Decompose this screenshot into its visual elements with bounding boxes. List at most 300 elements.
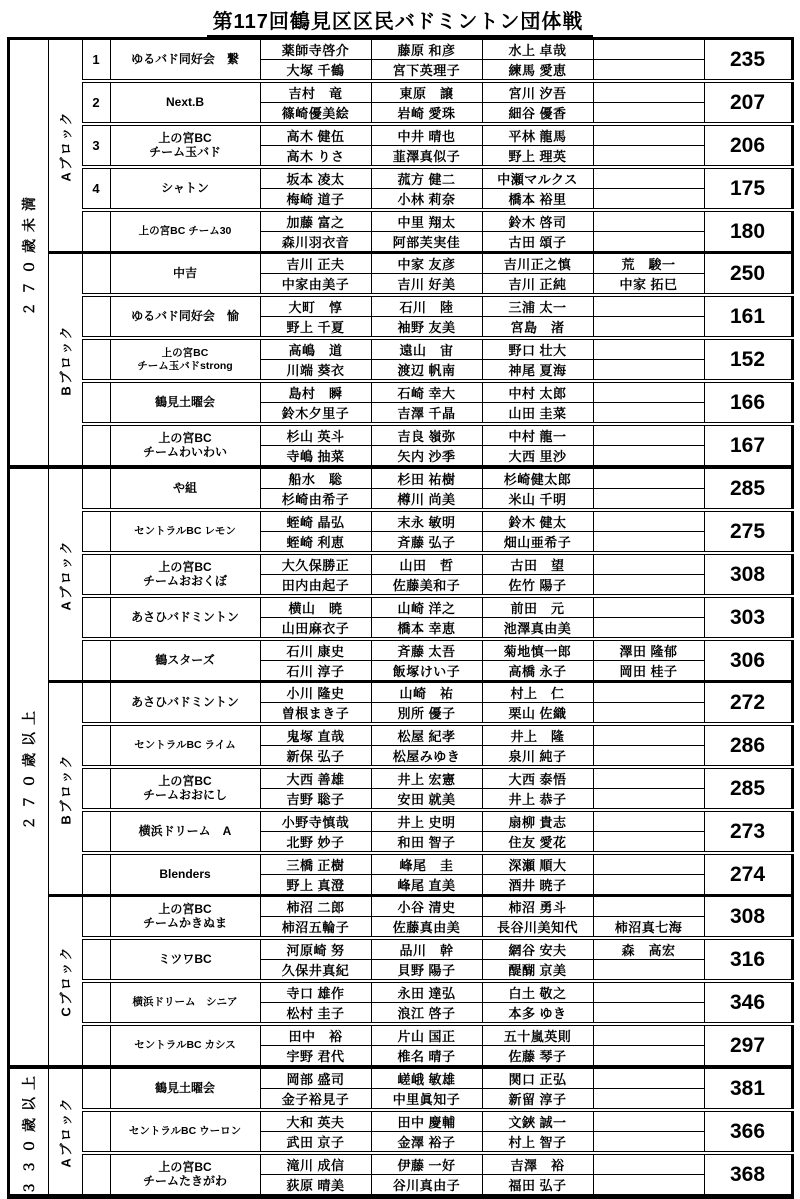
- player-name: 大町 惇: [260, 295, 371, 317]
- player-name: [593, 489, 704, 511]
- player-name: 大西 善雄: [260, 767, 371, 789]
- player-name: 梅崎 道子: [260, 189, 371, 211]
- team-name: 鶴スターズ: [110, 639, 260, 682]
- player-name: 椎名 晴子: [371, 1046, 482, 1068]
- player-name: 大和 英夫: [260, 1110, 371, 1132]
- block-label: [48, 253, 82, 468]
- player-name: 森川羽衣音: [260, 232, 371, 253]
- team-row: [8, 253, 792, 274]
- player-name: 水上 卓哉: [482, 39, 593, 60]
- player-name: 村上 仁: [482, 682, 593, 703]
- team-row: [8, 639, 792, 661]
- player-name: 北野 妙子: [260, 832, 371, 854]
- player-name: 井上 恭子: [482, 789, 593, 811]
- team-score: 272: [704, 682, 792, 725]
- player-name: [593, 767, 704, 789]
- player-name: 新保 弘子: [260, 746, 371, 768]
- player-name: 金子裕見子: [260, 1089, 371, 1111]
- player-name: 三浦 太一: [482, 295, 593, 317]
- player-name: 神尾 夏海: [482, 360, 593, 382]
- player-name: 石川 淳子: [260, 661, 371, 682]
- player-name: 畑山亜希子: [482, 532, 593, 554]
- player-name: 吉野 聡子: [260, 789, 371, 811]
- player-name: [593, 295, 704, 317]
- player-name: 寺口 雄作: [260, 981, 371, 1003]
- player-name: 柿沼五輪子: [260, 917, 371, 939]
- team-number: [82, 553, 110, 596]
- player-name: 船水 聡: [260, 467, 371, 489]
- team-score: 152: [704, 338, 792, 381]
- player-name: [593, 189, 704, 211]
- team-row: [8, 596, 792, 618]
- player-name: 網谷 安夫: [482, 938, 593, 960]
- team-name: 横浜ドリーム シニア: [110, 981, 260, 1024]
- player-name: 和田 智子: [371, 832, 482, 854]
- player-name: 山崎 祐: [371, 682, 482, 703]
- player-name: [593, 403, 704, 425]
- team-number: 4: [82, 167, 110, 210]
- team-score: 297: [704, 1024, 792, 1067]
- player-name: 中里 翔太: [371, 210, 482, 232]
- player-name: 井上 宏憲: [371, 767, 482, 789]
- player-name: 横山 暁: [260, 596, 371, 618]
- player-name: 山田 哲: [371, 553, 482, 575]
- player-name: 杉田 祐樹: [371, 467, 482, 489]
- player-name: [593, 532, 704, 554]
- player-name: [593, 510, 704, 532]
- team-row: [8, 896, 792, 917]
- player-name: 宮下英理子: [371, 60, 482, 82]
- player-name: 片山 国正: [371, 1024, 482, 1046]
- team-row: [8, 767, 792, 789]
- player-name: 島村 瞬: [260, 381, 371, 403]
- player-name: 新留 淳子: [482, 1089, 593, 1111]
- player-name: 山崎 洋之: [371, 596, 482, 618]
- player-name: 斉藤 弘子: [371, 532, 482, 554]
- block-label: [48, 896, 82, 1068]
- team-number: [82, 896, 110, 939]
- team-score: 167: [704, 424, 792, 467]
- player-name: 佐藤真由美: [371, 917, 482, 939]
- team-number: [82, 853, 110, 896]
- tournament-table-body: [8, 39, 792, 1197]
- player-name: 練馬 愛恵: [482, 60, 593, 82]
- player-name: 坂本 凌太: [260, 167, 371, 189]
- block-label: [48, 39, 82, 253]
- player-name: 大塚 千鶴: [260, 60, 371, 82]
- team-row: [8, 210, 792, 232]
- player-name: 吉澤 裕: [482, 1153, 593, 1175]
- team-row: [8, 682, 792, 703]
- team-number: [82, 381, 110, 424]
- team-name: シャトン: [110, 167, 260, 210]
- player-name: 久保井真紀: [260, 960, 371, 982]
- player-name: 扇柳 貴志: [482, 810, 593, 832]
- player-name: [593, 1110, 704, 1132]
- player-name: 佐藤美和子: [371, 575, 482, 597]
- player-name: 中井 晴也: [371, 124, 482, 146]
- player-name: [593, 789, 704, 811]
- player-name: 袖野 友美: [371, 317, 482, 339]
- player-name: [593, 424, 704, 446]
- player-name: 栗山 佐織: [482, 703, 593, 725]
- player-name: [593, 210, 704, 232]
- team-row: [8, 295, 792, 317]
- player-name: 高嶋 道: [260, 338, 371, 360]
- team-row: [8, 81, 792, 103]
- age-group-label: [8, 39, 48, 468]
- team-number: [82, 295, 110, 338]
- team-score: 366: [704, 1110, 792, 1153]
- player-name: 別所 優子: [371, 703, 482, 725]
- player-name: [593, 1046, 704, 1068]
- team-score: 303: [704, 596, 792, 639]
- player-name: [593, 810, 704, 832]
- team-score: 273: [704, 810, 792, 853]
- team-score: 175: [704, 167, 792, 210]
- age-group-label: [8, 467, 48, 1067]
- team-row: [8, 424, 792, 446]
- player-name: 村上 智子: [482, 1132, 593, 1154]
- player-name: 伊藤 一好: [371, 1153, 482, 1175]
- team-number: [82, 682, 110, 725]
- team-row: [8, 39, 792, 60]
- team-name: セントラルBC ウーロン: [110, 1110, 260, 1153]
- team-number: [82, 1153, 110, 1197]
- player-name: 宮川 汐吾: [482, 81, 593, 103]
- team-score: 206: [704, 124, 792, 167]
- team-name: 上の宮BC チーム玉バド: [110, 124, 260, 167]
- tournament-table: [7, 37, 794, 1199]
- team-score: 250: [704, 253, 792, 296]
- age-group-label: [8, 1067, 48, 1197]
- team-number: [82, 253, 110, 296]
- player-name: 武田 京子: [260, 1132, 371, 1154]
- team-name: 上の宮BC チーム玉バドstrong: [110, 338, 260, 381]
- player-name: [593, 103, 704, 125]
- player-name: 荒 駿一: [593, 253, 704, 274]
- age-group-text: ２７０歳未満: [20, 189, 37, 316]
- team-number: [82, 510, 110, 553]
- player-name: 吉良 嶺弥: [371, 424, 482, 446]
- player-name: [593, 703, 704, 725]
- player-name: [593, 682, 704, 703]
- team-row: [8, 1153, 792, 1175]
- player-name: 長谷川美知代: [482, 917, 593, 939]
- player-name: 安田 就美: [371, 789, 482, 811]
- player-name: 山田麻衣子: [260, 618, 371, 640]
- team-score: 316: [704, 938, 792, 981]
- team-score: 308: [704, 896, 792, 939]
- team-row: [8, 1110, 792, 1132]
- team-score: 308: [704, 553, 792, 596]
- player-name: 野上 真澄: [260, 875, 371, 896]
- player-name: 柿沼 二郎: [260, 896, 371, 917]
- team-row: [8, 553, 792, 575]
- player-name: 大西 泰悟: [482, 767, 593, 789]
- player-name: 鈴木夕里子: [260, 403, 371, 425]
- player-name: 末永 敏明: [371, 510, 482, 532]
- team-score: 166: [704, 381, 792, 424]
- player-name: 中村 龍一: [482, 424, 593, 446]
- player-name: 高木 健伍: [260, 124, 371, 146]
- player-name: 遠山 宙: [371, 338, 482, 360]
- player-name: [593, 1132, 704, 1154]
- player-name: 山田 圭菜: [482, 403, 593, 425]
- player-name: [593, 746, 704, 768]
- team-name: Blenders: [110, 853, 260, 896]
- player-name: [593, 317, 704, 339]
- team-row: [8, 510, 792, 532]
- player-name: 松村 圭子: [260, 1003, 371, 1025]
- team-name: 上の宮BC チームたきがわ: [110, 1153, 260, 1197]
- player-name: 松屋 紀孝: [371, 724, 482, 746]
- player-name: 浪江 啓子: [371, 1003, 482, 1025]
- player-name: 関口 正弘: [482, 1067, 593, 1089]
- player-name: 曽根まき子: [260, 703, 371, 725]
- team-score: 368: [704, 1153, 792, 1197]
- team-name: 上の宮BC チームおおにし: [110, 767, 260, 810]
- player-name: 住友 愛花: [482, 832, 593, 854]
- team-name: や組: [110, 467, 260, 510]
- player-name: 貝野 陽子: [371, 960, 482, 982]
- team-number: [82, 639, 110, 682]
- player-name: 吉村 竜: [260, 81, 371, 103]
- player-name: 蛭崎 晶弘: [260, 510, 371, 532]
- player-name: 細谷 優香: [482, 103, 593, 125]
- team-name: セントラルBC カシス: [110, 1024, 260, 1067]
- team-number: [82, 1110, 110, 1153]
- team-row: [8, 853, 792, 875]
- player-name: 岡田 桂子: [593, 661, 704, 682]
- player-name: 野上 千夏: [260, 317, 371, 339]
- team-number: [82, 1024, 110, 1067]
- player-name: 醍醐 京美: [482, 960, 593, 982]
- team-number: 1: [82, 39, 110, 82]
- player-name: 橋本 裕里: [482, 189, 593, 211]
- player-name: 永田 達弘: [371, 981, 482, 1003]
- team-name: 横浜ドリーム A: [110, 810, 260, 853]
- team-number: [82, 981, 110, 1024]
- player-name: 野上 理英: [482, 146, 593, 168]
- team-number: [82, 767, 110, 810]
- player-name: 中村 太郎: [482, 381, 593, 403]
- team-name: 鶴見土曜会: [110, 1067, 260, 1110]
- player-name: 樽川 尚美: [371, 489, 482, 511]
- player-name: 中家由美子: [260, 274, 371, 296]
- player-name: 小谷 清史: [371, 896, 482, 917]
- player-name: 野口 壮大: [482, 338, 593, 360]
- team-number: [82, 810, 110, 853]
- player-name: 吉川 正夫: [260, 253, 371, 274]
- player-name: 三橋 正樹: [260, 853, 371, 875]
- team-row: [8, 938, 792, 960]
- team-row: [8, 124, 792, 146]
- player-name: [593, 1153, 704, 1175]
- player-name: 阿部芙実佳: [371, 232, 482, 253]
- player-name: 峰尾 圭: [371, 853, 482, 875]
- player-name: 中瀬マルクス: [482, 167, 593, 189]
- player-name: 吉澤 千晶: [371, 403, 482, 425]
- player-name: [593, 124, 704, 146]
- player-name: 中家 友彦: [371, 253, 482, 274]
- team-name: あさひバドミントン: [110, 596, 260, 639]
- player-name: 川端 葵衣: [260, 360, 371, 382]
- player-name: 菊地慎一郎: [482, 639, 593, 661]
- player-name: 金澤 裕子: [371, 1132, 482, 1154]
- player-name: 佐竹 陽子: [482, 575, 593, 597]
- team-number: [82, 338, 110, 381]
- team-score: 286: [704, 724, 792, 767]
- team-name: 上の宮BC チームおおくぼ: [110, 553, 260, 596]
- team-number: [82, 596, 110, 639]
- team-number: 3: [82, 124, 110, 167]
- block-label-text: Aブロック: [58, 1095, 74, 1168]
- player-name: 文鋏 誠一: [482, 1110, 593, 1132]
- player-name: 小林 莉奈: [371, 189, 482, 211]
- title-bar: [0, 5, 800, 33]
- player-name: 澤田 隆郁: [593, 639, 704, 661]
- team-number: [82, 210, 110, 253]
- player-name: 小野寺慎哉: [260, 810, 371, 832]
- player-name: 五十嵐英則: [482, 1024, 593, 1046]
- player-name: [593, 446, 704, 468]
- player-name: 泉川 純子: [482, 746, 593, 768]
- block-label: [48, 1067, 82, 1197]
- player-name: 佐藤 琴子: [482, 1046, 593, 1068]
- team-name: 中吉: [110, 253, 260, 296]
- block-label-text: Aブロック: [58, 538, 74, 611]
- player-name: 鈴木 啓司: [482, 210, 593, 232]
- player-name: 吉川 正純: [482, 274, 593, 296]
- player-name: 宮島 渚: [482, 317, 593, 339]
- player-name: 滝川 成信: [260, 1153, 371, 1175]
- player-name: [593, 1089, 704, 1111]
- player-name: [593, 232, 704, 253]
- player-name: 石川 康史: [260, 639, 371, 661]
- team-score: 381: [704, 1067, 792, 1110]
- team-row: [8, 1024, 792, 1046]
- player-name: 米山 千明: [482, 489, 593, 511]
- team-score: 235: [704, 39, 792, 82]
- player-name: 石崎 幸大: [371, 381, 482, 403]
- player-name: 荻原 晴美: [260, 1175, 371, 1197]
- block-label: [48, 467, 82, 682]
- player-name: 杉崎由希子: [260, 489, 371, 511]
- team-number: [82, 467, 110, 510]
- team-name: Next.B: [110, 81, 260, 124]
- player-name: 田内由起子: [260, 575, 371, 597]
- player-name: 加藤 富之: [260, 210, 371, 232]
- player-name: 寺嶋 抽菜: [260, 446, 371, 468]
- player-name: 井上 隆: [482, 724, 593, 746]
- player-name: [593, 853, 704, 875]
- block-label-text: Aブロック: [58, 109, 74, 182]
- player-name: 鬼塚 直哉: [260, 724, 371, 746]
- team-number: [82, 424, 110, 467]
- player-name: 古田 頌子: [482, 232, 593, 253]
- team-row: [8, 981, 792, 1003]
- team-row: [8, 810, 792, 832]
- player-name: [593, 575, 704, 597]
- player-name: 鈴木 健太: [482, 510, 593, 532]
- player-name: 薬師寺啓介: [260, 39, 371, 60]
- player-name: [593, 896, 704, 917]
- player-name: [593, 832, 704, 854]
- team-score: 161: [704, 295, 792, 338]
- player-name: 橋本 幸恵: [371, 618, 482, 640]
- player-name: 岡部 盛司: [260, 1067, 371, 1089]
- team-score: 346: [704, 981, 792, 1024]
- player-name: [593, 39, 704, 60]
- player-name: 前田 元: [482, 596, 593, 618]
- player-name: [593, 338, 704, 360]
- team-name: セントラルBC レモン: [110, 510, 260, 553]
- team-row: [8, 724, 792, 746]
- team-score: 207: [704, 81, 792, 124]
- player-name: 小川 隆史: [260, 682, 371, 703]
- team-row: [8, 1067, 792, 1089]
- player-name: 矢内 沙季: [371, 446, 482, 468]
- team-number: [82, 938, 110, 981]
- player-name: 本多 ゆき: [482, 1003, 593, 1025]
- team-score: 306: [704, 639, 792, 682]
- player-name: 篠崎優美絵: [260, 103, 371, 125]
- player-name: 河原崎 努: [260, 938, 371, 960]
- player-name: 高橋 永子: [482, 661, 593, 682]
- block-label-text: Bブロック: [58, 752, 74, 825]
- player-name: [593, 467, 704, 489]
- player-name: 渡辺 帆南: [371, 360, 482, 382]
- player-name: 吉川正之慎: [482, 253, 593, 274]
- player-name: [593, 618, 704, 640]
- team-name: 上の宮BC チームかきぬま: [110, 896, 260, 939]
- player-name: 高木 りさ: [260, 146, 371, 168]
- player-name: 宇野 君代: [260, 1046, 371, 1068]
- player-name: 松屋みゆき: [371, 746, 482, 768]
- team-name: セントラルBC ライム: [110, 724, 260, 767]
- player-name: [593, 360, 704, 382]
- age-group-text: ２７０歳以上: [20, 704, 37, 830]
- player-name: 白土 敬之: [482, 981, 593, 1003]
- player-name: 飯塚けい子: [371, 661, 482, 682]
- team-name: 上の宮BC チーム30: [110, 210, 260, 253]
- team-row: [8, 381, 792, 403]
- player-name: 峰尾 直美: [371, 875, 482, 896]
- player-name: [593, 1024, 704, 1046]
- team-score: 274: [704, 853, 792, 896]
- player-name: [593, 960, 704, 982]
- team-name: 鶴見土曜会: [110, 381, 260, 424]
- age-group-text: ３３０歳以上: [20, 1068, 37, 1195]
- player-name: [593, 596, 704, 618]
- team-row: [8, 338, 792, 360]
- team-row: [8, 467, 792, 489]
- player-name: 杉崎健太郎: [482, 467, 593, 489]
- player-name: [593, 1003, 704, 1025]
- player-name: 酒井 暁子: [482, 875, 593, 896]
- team-score: 285: [704, 767, 792, 810]
- player-name: 平林 龍馬: [482, 124, 593, 146]
- team-row: [8, 167, 792, 189]
- team-number: [82, 1067, 110, 1110]
- player-name: 中家 拓巳: [593, 274, 704, 296]
- team-score: 275: [704, 510, 792, 553]
- team-name: ゆるバド同好会 繋: [110, 39, 260, 82]
- team-score: 180: [704, 210, 792, 253]
- player-name: 古田 望: [482, 553, 593, 575]
- player-name: 田中 裕: [260, 1024, 371, 1046]
